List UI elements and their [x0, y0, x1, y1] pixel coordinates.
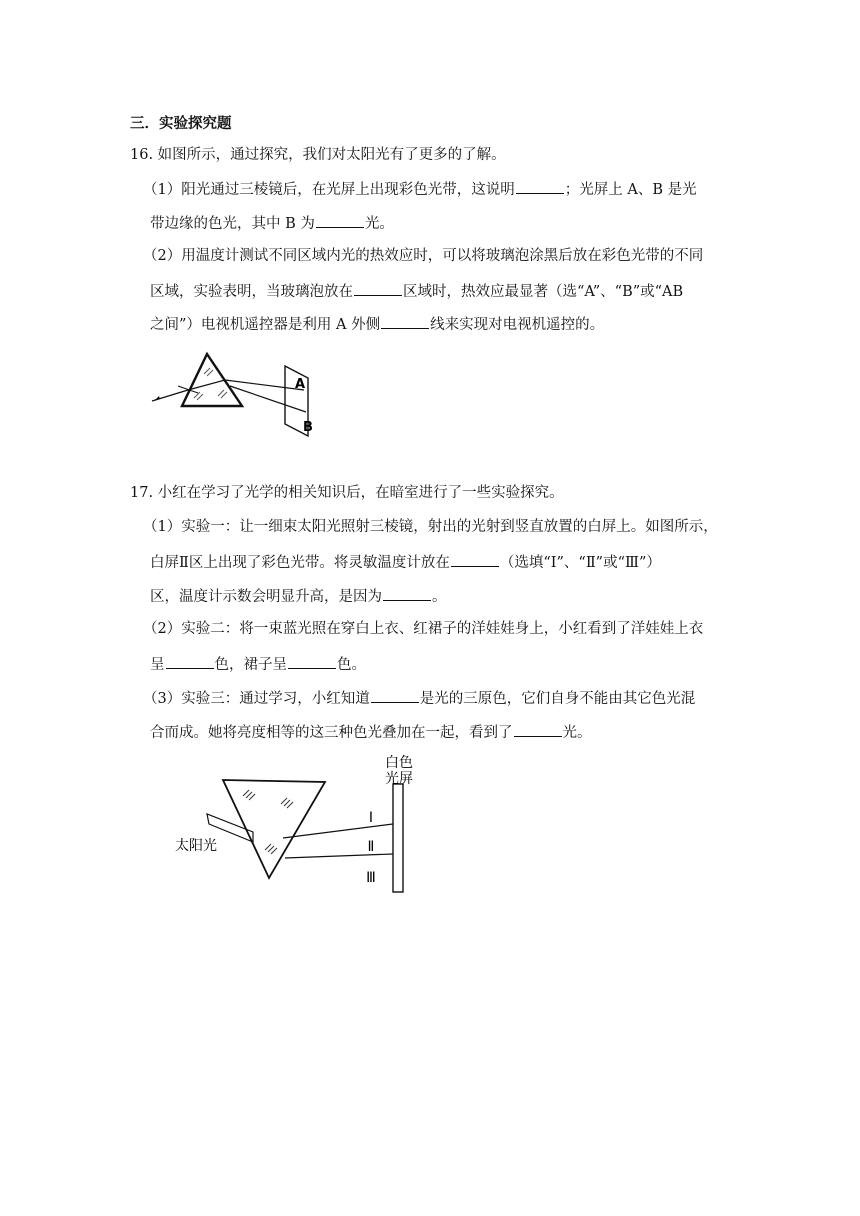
- q17-stem: 小红在学习了光学的相关知识后，在暗室进行了一些实验探究。: [157, 485, 564, 501]
- zone-2-label: Ⅱ: [367, 839, 375, 855]
- q16-part1-line2: [150, 212, 394, 234]
- q17-part2-text-d: 色。: [337, 657, 366, 673]
- answer-blank[interactable]: [371, 687, 419, 703]
- arrow-head-icon: [154, 396, 160, 401]
- q17-part1-line1: [143, 517, 718, 537]
- answer-blank[interactable]: [166, 653, 214, 669]
- q16-prism-figure: [150, 348, 340, 440]
- screen-label-line1: 白色: [385, 755, 413, 771]
- answer-blank[interactable]: [383, 585, 431, 601]
- answer-blank[interactable]: [381, 313, 429, 329]
- q17-stem-line: [130, 483, 564, 503]
- q17-part2-line1: [143, 619, 703, 639]
- q17-part1-line3: [150, 585, 447, 607]
- answer-blank[interactable]: [516, 178, 564, 194]
- q16-part2-text-a: （2）用温度计测试不同区域内光的热效应时，可以将玻璃泡涂黑后放在彩色光带的不同: [143, 248, 704, 264]
- q16-number: 16.: [130, 147, 154, 163]
- q16-part1-text-c: 带边缘的色光，其中 B 为: [150, 216, 315, 232]
- q17-part2-text-c: 色，裙子呈: [214, 657, 287, 673]
- q17-part3-text-c: 合而成。她将亮度相等的这三种色光叠加在一起，看到了: [150, 725, 513, 741]
- q17-part2-text-b: 呈: [150, 657, 165, 673]
- label-a: A: [294, 377, 306, 392]
- q17-part3-text-a: （3）实验三：通过学习，小红知道: [143, 691, 370, 707]
- zone-3-label: Ⅲ: [366, 870, 376, 886]
- answer-blank[interactable]: [514, 721, 562, 737]
- q17-number: 17.: [130, 485, 154, 501]
- q17-prism-figure: [175, 752, 435, 898]
- screen-label-line2: 光屏: [385, 771, 413, 787]
- q16-part2-text-e: 线来实现对电视机遥控的。: [430, 317, 605, 333]
- q16-part2-text-b: 区域，实验表明，当玻璃泡放在: [150, 284, 353, 300]
- q16-part2-line1: [143, 246, 703, 266]
- q17-part1-line2: [150, 551, 661, 573]
- q17-part1-text-d: 区，温度计示数会明显升高，是因为: [150, 589, 382, 605]
- q16-part1-text-b: ；光屏上 A、B 是光: [564, 182, 697, 198]
- answer-blank[interactable]: [288, 653, 336, 669]
- q17-part1-text-c: （选填“Ⅰ”、“Ⅱ”或“Ⅲ”）: [499, 555, 661, 571]
- q17-part3-text-b: 是光的三原色，它们自身不能由其它色光混: [419, 691, 696, 707]
- answer-blank[interactable]: [354, 280, 402, 296]
- q16-part2-line3: [150, 313, 604, 335]
- q16-stem: 如图所示，通过探究，我们对太阳光有了更多的了解。: [157, 147, 506, 163]
- zone-1-label: Ⅰ: [368, 810, 374, 826]
- q16-part1-text-d: 光。: [364, 216, 394, 232]
- spectrum-ray-bottom: [285, 854, 393, 858]
- q16-stem-line: [130, 145, 506, 165]
- prism-hatch: [243, 790, 293, 854]
- q17-part3-line2: [150, 721, 592, 743]
- prism-shape: [223, 780, 325, 878]
- q17-part2-text-a: （2）实验二：将一束蓝光照在穿白上衣、红裙子的洋娃娃身上，小红看到了洋娃娃上衣: [143, 621, 704, 637]
- sunlight-label: 太阳光: [175, 838, 217, 854]
- answer-blank[interactable]: [451, 551, 499, 567]
- answer-blank[interactable]: [316, 212, 364, 228]
- q16-part1-text-a: （1）阳光通过三棱镜后，在光屏上出现彩色光带，这说明: [143, 182, 515, 198]
- q17-part1-text-b: 白屏Ⅱ区上出现了彩色光带。将灵敏温度计放在: [150, 555, 450, 571]
- q17-part3-line1: [143, 687, 695, 709]
- q17-part2-line2: [150, 653, 366, 675]
- q16-part1-line1: [143, 178, 697, 200]
- q16-part2-text-d: 之间”）电视机遥控器是利用 A 外侧: [150, 317, 381, 333]
- q17-part3-text-d: 光。: [562, 725, 592, 741]
- q17-part1-text-e: 。: [432, 589, 447, 605]
- prism-shape: [182, 354, 242, 406]
- q16-part2-text-c: 区域时，热效应最显著（选“A”、“B”或“AB: [403, 284, 684, 300]
- label-b: B: [303, 420, 313, 435]
- q17-part1-text-a: （1）实验一：让一细束太阳光照射三棱镜，射出的光射到竖直放置的白屏上。如图所示，: [143, 519, 718, 535]
- section-title: 三．实验探究题: [130, 115, 232, 132]
- white-screen: [393, 784, 403, 892]
- q16-part2-line2: [150, 280, 683, 302]
